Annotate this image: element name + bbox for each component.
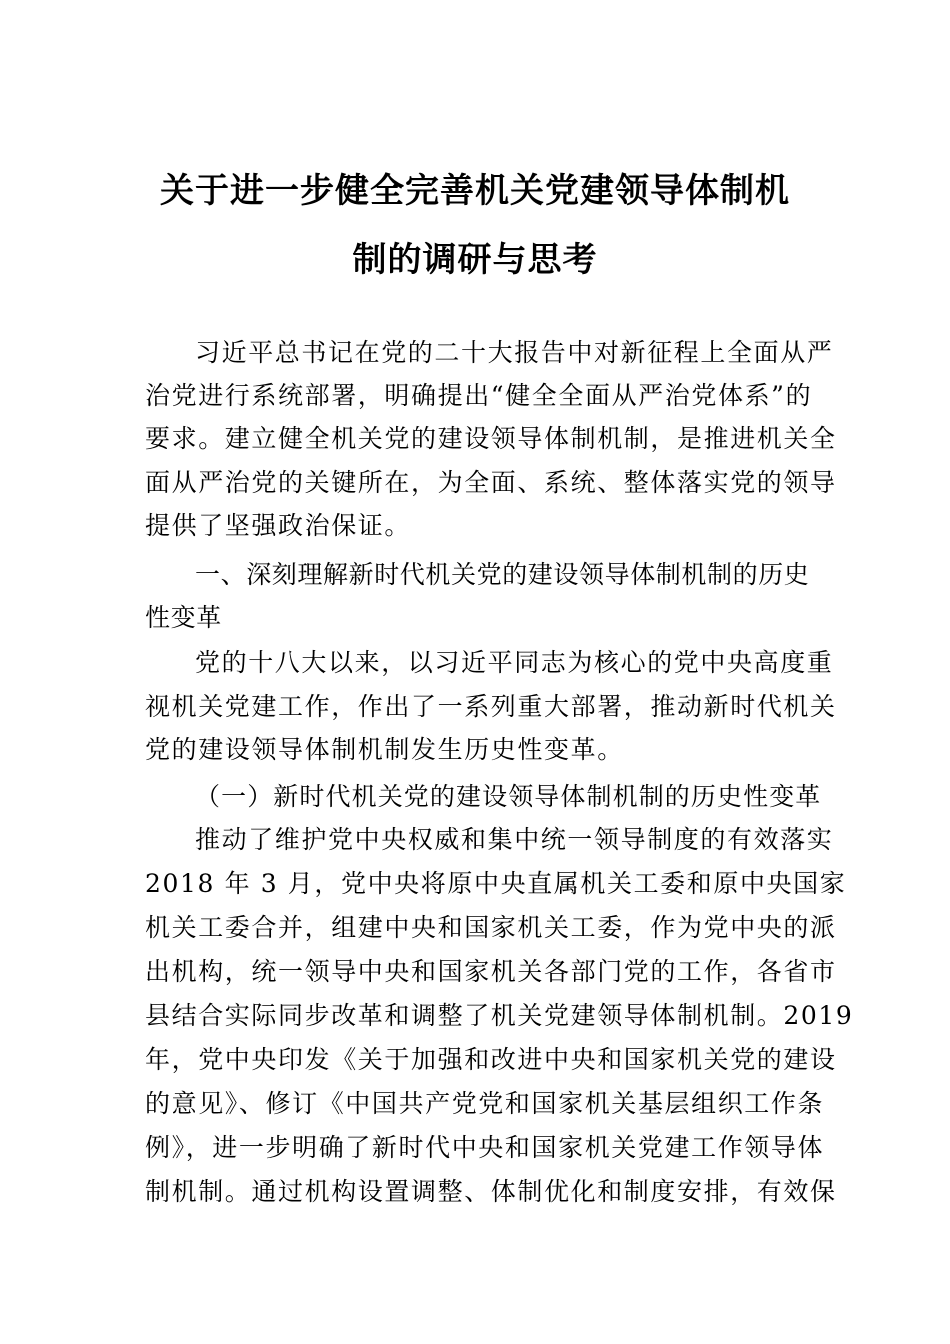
document-title-line-1: 关于进一步健全完善机关党建领导体制机: [160, 171, 790, 211]
paragraph-line: 机关工委合并，组建中央和国家机关工委，作为党中央的派: [145, 913, 837, 942]
paragraph-line: 年，党中央印发《关于加强和改进中央和国家机关党的建设: [145, 1045, 837, 1074]
paragraph-line: 2018 年 3 月，党中央将原中央直属机关工委和原中央国家: [145, 869, 847, 898]
paragraph-line: 县结合实际同步改革和调整了机关党建领导体制机制。2019: [145, 1001, 854, 1030]
section-heading: 一、深刻理解新时代机关党的建设领导体制机制的历史: [195, 560, 810, 589]
paragraph-line: 的意见》、修订《中国共产党党和国家机关基层组织工作条: [145, 1089, 825, 1118]
paragraph-line: 推动了维护党中央权威和集中统一领导制度的有效落实: [195, 825, 834, 854]
paragraph-line: 习近平总书记在党的二十大报告中对新征程上全面从严: [195, 338, 834, 367]
paragraph-line: 提供了坚强政治保证。: [145, 511, 412, 540]
paragraph-line: 面从严治党的关键所在，为全面、系统、整体落实党的领导: [145, 468, 837, 497]
paragraph-line: 例》，进一步明确了新时代中央和国家机关党建工作领导体: [145, 1133, 825, 1162]
subsection-heading: （一）新时代机关党的建设领导体制机制的历史性变革: [195, 782, 822, 811]
document-title-line-2: 制的调研与思考: [352, 240, 598, 280]
paragraph-line: 要求。建立健全机关党的建设领导体制机制，是推进机关全: [145, 424, 837, 453]
paragraph-line: 党的建设领导体制机制发生历史性变革。: [145, 735, 624, 764]
paragraph-line: 党的十八大以来，以习近平同志为核心的党中央高度重: [195, 648, 834, 677]
section-heading: 性变革: [145, 603, 222, 632]
paragraph-line: 出机构，统一领导中央和国家机关各部门党的工作，各省市: [145, 957, 837, 986]
paragraph-line: 治党进行系统部署，明确提出“健全全面从严治党体系”的: [145, 381, 813, 410]
paragraph-line: 视机关党建工作，作出了一系列重大部署，推动新时代机关: [145, 692, 837, 721]
paragraph-line: 制机制。通过机构设置调整、体制优化和制度安排，有效保: [145, 1177, 837, 1206]
